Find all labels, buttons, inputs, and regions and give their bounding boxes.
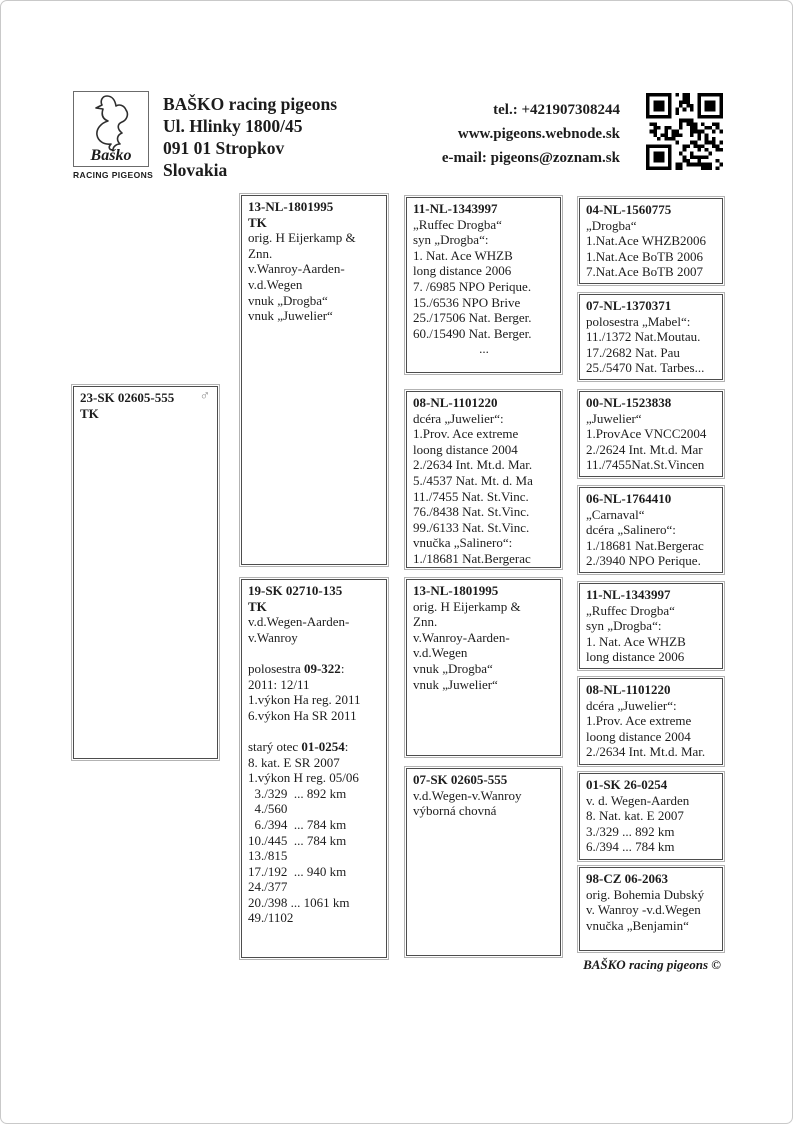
ggp-5-box [579, 583, 723, 669]
pedigree-line: v.Wanroy [248, 629, 298, 645]
pedigree-line: 11./7455 Nat. St.Vinc. [413, 488, 529, 504]
pedigree-line: vnuk „Drogba“ [413, 660, 493, 676]
pedigree-line: 1.Prov. Ace extreme [586, 713, 692, 729]
pedigree-line: Znn. [248, 245, 273, 261]
loft-logo [73, 91, 154, 180]
pedigree-line: v.d.Wegen [413, 645, 468, 661]
pedigree-line: 1.Nat.Ace WHZB2006 [586, 233, 706, 249]
pedigree-line: orig. H Eijerkamp & [248, 230, 356, 246]
pedigree-line: 25./5470 Nat. Tarbes... [586, 360, 705, 376]
pedigree-line [248, 723, 381, 739]
pedigree-line: 25./17506 Nat. Berger. [413, 310, 532, 326]
pedigree-line: 1./18681 Nat.Bergerac [413, 550, 531, 566]
pedigree-line: long distance 2006 [413, 263, 512, 279]
pedigree-line: 3./329 ... 892 km [248, 785, 347, 801]
ggp-7-box [579, 773, 723, 860]
pedigree-box-head [80, 390, 212, 406]
pedigree-line: dcéra „Juwelier“: [413, 410, 504, 426]
pedigree-line: „Ruffec Drogba“ [413, 216, 502, 232]
pedigree-line [248, 645, 381, 661]
ggp-6-box [579, 678, 723, 765]
pedigree-box-head [586, 491, 717, 507]
pedigree-box-head [586, 202, 717, 218]
pedigree-box-head [586, 587, 717, 603]
pedigree-line: 2./2624 Int. Mt.d. Mar [586, 441, 703, 457]
address-country: Slovakia [163, 160, 228, 180]
qr-code [646, 93, 723, 170]
subject-box [73, 386, 218, 759]
sire-box [241, 195, 387, 565]
pedigree-box-head [586, 871, 717, 887]
pedigree-line: dcéra „Salinero“: [586, 522, 676, 538]
pedigree-line: 4./560 [248, 801, 288, 817]
copyright-footer: BAŠKO racing pigeons © [583, 957, 721, 972]
pedigree-line: 2./3940 NPO Perique. [586, 553, 701, 569]
pedigree-box-head [413, 772, 555, 788]
pedigree-line: TK [248, 214, 267, 230]
pedigree-line: 1.ProvAce VNCC2004 [586, 426, 707, 442]
pedigree-line: 1./18681 Nat.Bergerac [586, 537, 704, 553]
ring-number: 19-SK 02710-135 [248, 583, 343, 598]
pedigree-line: v.d.Wegen-v.Wanroy [413, 787, 522, 803]
ring-number: 04-NL-1560775 [586, 202, 672, 217]
pedigree-line: 1.Prov. Ace extreme [413, 426, 519, 442]
ring-number: 11-NL-1343997 [586, 587, 671, 602]
ggp-4-box [579, 487, 723, 573]
loft-address [163, 93, 337, 181]
pedigree-line: 6./394 ... 784 km [248, 816, 347, 832]
pedigree-line: v.Wanroy-Aarden- [248, 261, 345, 277]
pedigree-line: 99./6133 Nat. St.Vinc. [413, 519, 530, 535]
ggp-3-box [579, 391, 723, 477]
pigeon-icon [80, 93, 142, 151]
pedigree-box-head [586, 298, 717, 314]
pedigree-box-head [248, 583, 381, 599]
pedigree-line: 76./8438 Nat. St.Vinc. [413, 504, 530, 520]
pedigree-line: dcéra „Juwelier“: [586, 697, 677, 713]
pedigree-line: 1. Nat. Ace WHZB [413, 247, 513, 263]
pedigree-line: 8. Nat. kat. E 2007 [586, 808, 684, 824]
pedigree-line: 6./394 ... 784 km [586, 839, 675, 855]
pedigree-line: vnuk „Drogba“ [248, 292, 328, 308]
pedigree-line: 6.výkon Ha SR 2011 [248, 707, 357, 723]
pedigree-line: TK [80, 405, 99, 421]
pedigree-line: 3./329 ... 892 km [586, 823, 675, 839]
ring-number: 13-NL-1801995 [248, 199, 334, 214]
pedigree-line: polosestra 09-322: [248, 660, 345, 676]
pedigree-line: ... [479, 341, 489, 357]
pedigree-box-head [586, 777, 717, 793]
dam-box [241, 579, 387, 958]
pedigree-line: 17./2682 Nat. Pau [586, 344, 680, 360]
address-city: 091 01 Stropkov [163, 138, 285, 158]
pedigree-box-head [413, 201, 555, 217]
pedigree-line: 1.výkon Ha reg. 2011 [248, 692, 361, 708]
ring-number: 07-NL-1370371 [586, 298, 672, 313]
sire-sire-box [406, 197, 561, 373]
pedigree-line: 2011: 12/11 [248, 676, 310, 692]
pedigree-line: loong distance 2004 [413, 441, 518, 457]
pedigree-line: 1.Nat.Ace BoTB 2006 [586, 248, 703, 264]
pedigree-line: 1. Nat. Ace WHZB [586, 633, 686, 649]
pedigree-line: vnučka „Salinero“: [413, 535, 513, 551]
pedigree-line: orig. H Eijerkamp & [413, 598, 521, 614]
pedigree-line: syn „Drogba“: [586, 618, 662, 634]
logo-caption: RACING PIGEONS [73, 170, 154, 180]
pedigree-line: „Ruffec Drogba“ [586, 602, 675, 618]
ring-number: 11-NL-1343997 [413, 201, 498, 216]
pedigree-line: starý otec 01-0254: [248, 738, 349, 754]
pedigree-line: „Juwelier“ [586, 410, 642, 426]
ggp-2-box [579, 294, 723, 380]
pedigree-line: 7.Nat.Ace BoTB 2007 [586, 264, 703, 280]
ring-number: 07-SK 02605-555 [413, 772, 508, 787]
pedigree-line: „Carnaval“ [586, 506, 645, 522]
website-url: www.pigeons.webnode.sk [457, 126, 620, 142]
pedigree-line: 15./6536 NPO Brive [413, 294, 521, 310]
pedigree-box-head [413, 583, 555, 599]
email-address: e-mail: pigeons@zoznam.sk [441, 150, 620, 166]
pedigree-line: vnučka „Benjamin“ [586, 917, 689, 933]
logo-text: Baško [90, 147, 132, 164]
pedigree-line: vnuk „Juwelier“ [413, 676, 498, 692]
ring-number: 98-CZ 06-2063 [586, 871, 668, 886]
ring-number: 13-NL-1801995 [413, 583, 499, 598]
pedigree-line: syn „Drogba“: [413, 232, 489, 248]
pedigree-line: long distance 2006 [586, 649, 685, 665]
pedigree-line: v.d.Wegen [248, 276, 303, 292]
dam-dam-box [406, 768, 561, 956]
loft-name: BAŠKO racing pigeons [163, 94, 338, 114]
pedigree-line: výborná chovná [413, 803, 497, 819]
pedigree-line: loong distance 2004 [586, 728, 691, 744]
pedigree-line: 7. /6985 NPO Perique. [413, 278, 532, 294]
pedigree-line: 8. kat. E SR 2007 [248, 754, 340, 770]
pedigree-line: TK [248, 598, 267, 614]
ring-number: 08-NL-1101220 [586, 682, 671, 697]
pedigree-box-head [248, 199, 381, 215]
pedigree-line: 17./192 ... 940 km [248, 863, 347, 879]
pedigree-line: v.d.Wegen-Aarden- [248, 614, 350, 630]
ring-number: 23-SK 02605-555 [80, 390, 175, 405]
pedigree-line: polosestra „Mabel“: [586, 313, 691, 329]
pedigree-line: „Drogba“ [586, 217, 637, 233]
pedigree-line: 11./1372 Nat.Moutau. [586, 329, 701, 345]
pedigree-box-head [586, 682, 717, 698]
pedigree-line: 20./398 ... 1061 km [248, 894, 350, 910]
pedigree-line: 2./2634 Int. Mt.d. Mar. [413, 457, 533, 473]
ring-number: 00-NL-1523838 [586, 395, 672, 410]
ggp-1-box [579, 198, 723, 284]
logo-frame [73, 91, 149, 167]
pedigree-line: 10./445 ... 784 km [248, 832, 347, 848]
pedigree-line: 5./4537 Nat. Mt. d. Ma [413, 472, 533, 488]
sire-dam-box [406, 391, 561, 568]
pedigree-line: 2./2634 Int. Mt.d. Mar. [586, 744, 706, 760]
pedigree-line: 49./1102 [248, 910, 294, 926]
address-street: Ul. Hlinky 1800/45 [163, 116, 303, 136]
pedigree-line: vnuk „Juwelier“ [248, 308, 333, 324]
ring-number: 01-SK 26-0254 [586, 777, 668, 792]
pedigree-line: 13./815 [248, 848, 288, 864]
pedigree-line: v. Wanroy -v.d.Wegen [586, 902, 701, 918]
contact-info [442, 98, 620, 170]
phone-number: tel.: +421907308244 [493, 102, 620, 118]
pedigree-line: 1.výkon H reg. 05/06 [248, 770, 359, 786]
pedigree-box-head [413, 395, 555, 411]
ring-number: 06-NL-1764410 [586, 491, 672, 506]
pedigree-line: 11./7455Nat.St.Vincen [586, 457, 705, 473]
pedigree-line: 24./377 [248, 879, 288, 895]
ggp-8-box [579, 867, 723, 951]
pedigree-line: Znn. [413, 614, 438, 630]
dam-sire-box [406, 579, 561, 756]
pedigree-line: 60./15490 Nat. Berger. [413, 325, 532, 341]
pedigree-line: v. d. Wegen-Aarden [586, 792, 690, 808]
pedigree-line: orig. Bohemia Dubský [586, 886, 705, 902]
pedigree-line: v.Wanroy-Aarden- [413, 629, 510, 645]
ring-number: 08-NL-1101220 [413, 395, 498, 410]
male-gender-icon: ♂ [199, 389, 210, 404]
pedigree-box-head [586, 395, 717, 411]
